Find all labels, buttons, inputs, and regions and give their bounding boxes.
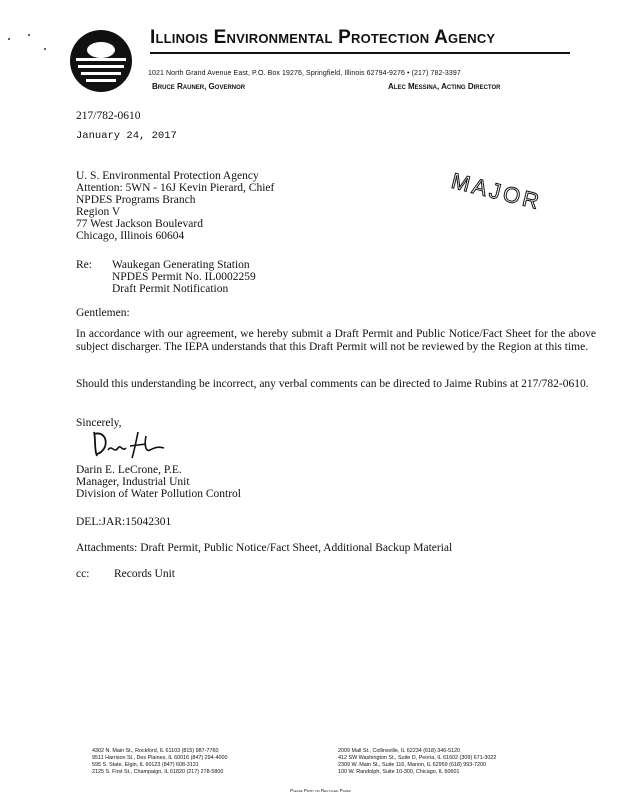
reference-code: DEL:JAR:15042301 xyxy=(76,516,172,528)
footer-office: 2009 Mall St., Collinsville, IL 62234 (618) 346-5120 xyxy=(338,748,461,754)
signer-division: Division of Water Pollution Control xyxy=(76,488,241,500)
governor-name: Bruce Rauner, Governor xyxy=(152,82,246,91)
footer-office: 4302 N. Main St., Rockford, IL 61103 (815) 987-7760 xyxy=(92,748,219,754)
footer-office: 100 W. Randolph, Suite 10-300, Chicago, IL 60601 xyxy=(338,769,460,775)
letter-date: January 24, 2017 xyxy=(76,130,177,142)
signer-title: Manager, Industrial Unit xyxy=(76,476,190,488)
director-name: Alec Messina, Acting Director xyxy=(388,82,501,91)
footer-office: 2309 W. Main St., Suite 116, Marion, IL 62959 (618) 993-7200 xyxy=(338,762,487,768)
recipient-line: NPDES Programs Branch xyxy=(76,194,196,206)
footer-offices-right xyxy=(338,748,496,776)
recipient-line: 77 West Jackson Boulevard xyxy=(76,218,203,230)
letterhead-rule xyxy=(150,52,570,54)
subject-line: Draft Permit Notification xyxy=(112,283,229,295)
subject-block xyxy=(112,259,256,295)
footer-office: 412 SW Washington St., Suite D, Peoria, IL 61602 (309) 671-3022 xyxy=(338,755,497,761)
recipient-line: Chicago, Illinois 60604 xyxy=(76,230,185,242)
recipient-address xyxy=(76,170,274,242)
subject-line: NPDES Permit No. IL0002259 xyxy=(112,271,256,283)
recipient-line: Region V xyxy=(76,206,121,218)
footer-office: 9511 Harrison St., Des Plaines, IL 60016 (847) 294-4000 xyxy=(92,755,228,761)
agency-title: Illinois Environmental Protection Agency xyxy=(150,27,496,48)
footer-offices-left xyxy=(92,748,227,776)
signer-block xyxy=(76,464,241,500)
scan-speck xyxy=(8,38,10,40)
body-paragraph: In accordance with our agreement, we hereby submit a Draft Permit and Public Notice/Fact Sheet for the above subject discharger. The IEPA understands that this Draft Permit will not be reviewed by the Region at this time. xyxy=(76,328,596,353)
agency-address: 1021 North Grand Avenue East, P.O. Box 19276, Springfield, Illinois 62794-9276 • (217) 782-3397 xyxy=(148,70,461,77)
iepa-logo-icon xyxy=(68,28,134,94)
recipient-line: U. S. Environmental Protection Agency xyxy=(76,170,259,182)
scan-speck xyxy=(44,48,46,50)
signer-name: Darin E. LeCrone, P.E. xyxy=(76,464,182,476)
major-stamp: MAJOR xyxy=(448,168,545,215)
re-label: Re: xyxy=(76,259,92,271)
subject-line: Waukegan Generating Station xyxy=(112,259,250,271)
closing: Sincerely, xyxy=(76,417,122,429)
attachments-line: Attachments: Draft Permit, Public Notice/Fact Sheet, Additional Backup Material xyxy=(76,542,453,554)
cc-value: Records Unit xyxy=(114,568,176,580)
footer-office: 595 S. State, Elgin, IL 60123 (847) 608-3131 xyxy=(92,762,199,768)
scan-speck xyxy=(28,34,30,36)
footer-office: 2125 S. First St., Champaign, IL 61820 (217) 278-5800 xyxy=(92,769,224,775)
salutation: Gentlemen: xyxy=(76,307,130,319)
body-paragraph: Should this understanding be incorrect, any verbal comments can be directed to Jaime Rubins at 217/782-0610. xyxy=(76,378,589,390)
cc-label: cc: xyxy=(76,568,90,580)
signature-image xyxy=(88,426,168,460)
recycled-paper-note: Please Print on Recycled Paper xyxy=(290,788,351,793)
phone-number: 217/782-0610 xyxy=(76,110,141,122)
recipient-line: Attention: 5WN - 16J Kevin Pierard, Chief xyxy=(76,182,275,194)
